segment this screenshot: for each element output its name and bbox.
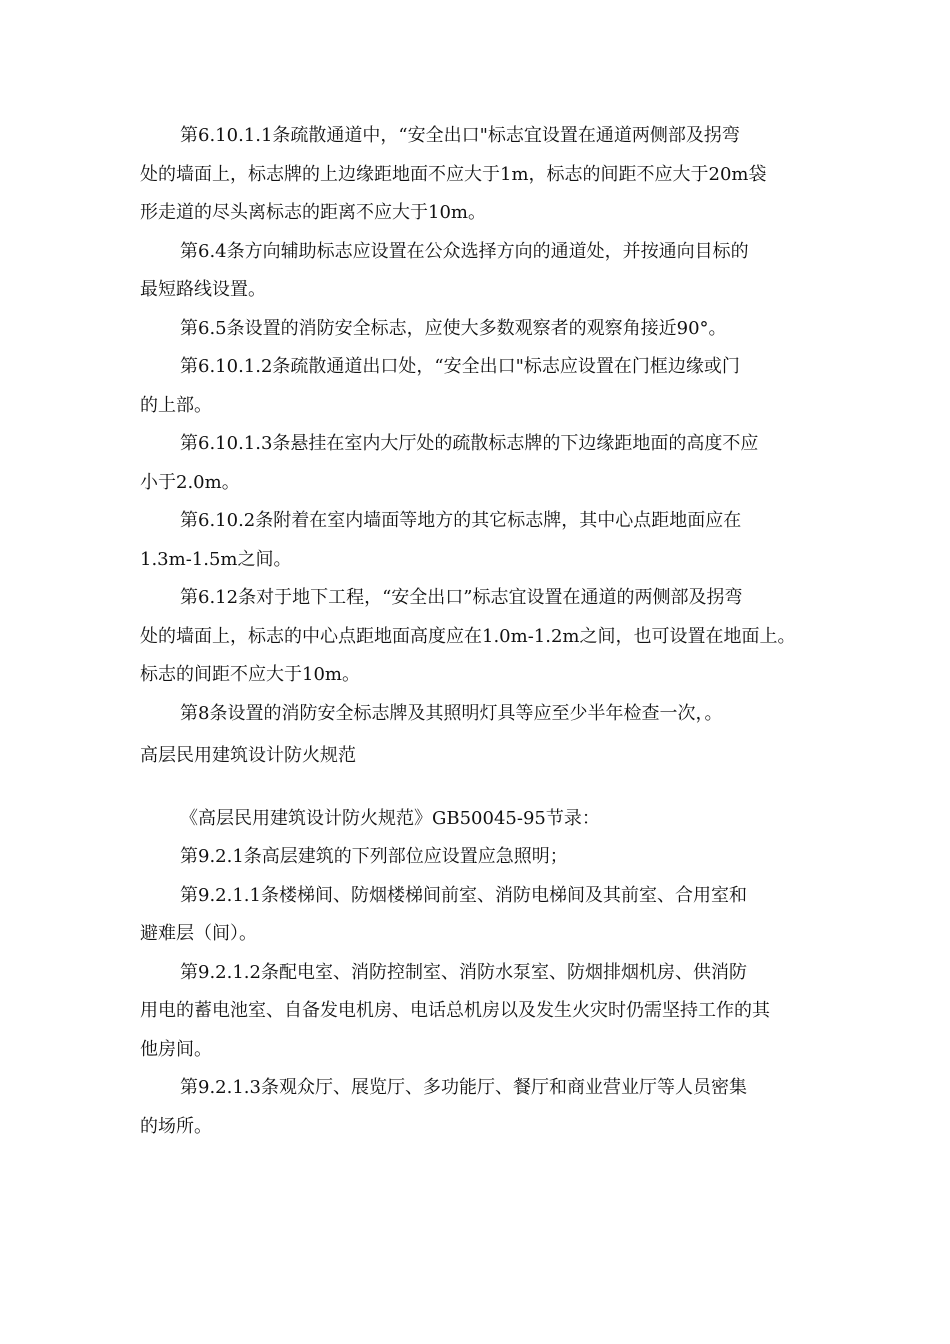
text-line: 标志的间距不应大于10m。: [140, 664, 360, 685]
clause-9-2-1-1: [140, 877, 820, 954]
clause-9-2-1-2: [140, 954, 820, 1070]
text-line: 第6.5条设置的消防安全标志，应使大多数观察者的观察角接近90°。: [180, 317, 727, 339]
section-heading: 高层民用建筑设计防火规范: [140, 745, 356, 766]
clause-6-5: [140, 310, 820, 349]
text-line: 第6.4条方向辅助标志应设置在公众选择方向的通道处，并按通向目标的: [180, 240, 749, 262]
text-line: 处的墙面上，标志牌的上边缘距地面不应大于1m，标志的间距不应大于20m袋: [140, 163, 767, 185]
clause-8: [140, 695, 820, 734]
clause-6-10-2: [140, 502, 820, 579]
clause-group-signage: [140, 117, 820, 733]
spacer: [140, 776, 820, 800]
clause-6-12: [140, 579, 820, 695]
text-line: 第9.2.1条高层建筑的下列部位应设置应急照明；: [180, 846, 568, 867]
clause-6-10-1-3: [140, 425, 820, 502]
text-line: 《高层民用建筑设计防火规范》GB50045-95节录：: [180, 807, 600, 829]
clause-6-4: [140, 233, 820, 310]
text-line: 用电的蓄电池室、自备发电机房、电话总机房以及发生火灾时仍需坚持工作的其: [140, 1000, 770, 1021]
text-line: 第8条设置的消防安全标志牌及其照明灯具等应至少半年检查一次，。: [180, 702, 723, 724]
text-line: 第6.10.1.3条悬挂在室内大厅处的疏散标志牌的下边缘距地面的高度不应: [180, 433, 759, 454]
text-line: 的上部。: [140, 394, 212, 416]
text-line: 1.3m-1.5m之间。: [140, 548, 292, 570]
text-line: 形走道的尽头离标志的距离不应大于10m。: [140, 202, 486, 223]
text-line: 避难层（间）。: [140, 923, 257, 944]
text-line: 第6.10.2条附着在室内墙面等地方的其它标志牌，其中心点距地面应在: [180, 510, 742, 531]
text-line: 他房间。: [140, 1038, 212, 1060]
text-line: 小于2.0m。: [140, 471, 240, 493]
excerpt-intro: [140, 800, 820, 839]
clause-9-2-1-3: [140, 1069, 820, 1146]
text-line: 最短路线设置。: [140, 279, 266, 300]
text-line: 第6.12条对于地下工程，“安全出口”标志宜设置在通道的两侧部及拐弯: [180, 587, 743, 608]
text-line: 处的墙面上，标志的中心点距地面高度应在1.0m-1.2m之间，也可设置在地面上。: [140, 625, 796, 647]
clause-9-2-1: [140, 838, 820, 877]
clause-6-10-1-2: [140, 348, 820, 425]
text-line: 第9.2.1.1条楼梯间、防烟楼梯间前室、消防电梯间及其前室、合用室和: [180, 884, 747, 906]
clause-group-high-rise: [140, 800, 820, 1147]
text-line: 的场所。: [140, 1115, 212, 1137]
clause-6-10-1-1: [140, 117, 820, 233]
text-line: 第6.10.1.1条疏散通道中，“安全出口"标志宜设置在通道两侧部及拐弯: [180, 125, 740, 146]
text-line: 第6.10.1.2条疏散通道出口处，“安全出口"标志应设置在门框边缘或门: [180, 356, 740, 377]
text-line: 第9.2.1.2条配电室、消防控制室、消防水泵室、防烟排烟机房、供消防: [180, 961, 747, 983]
text-line: 第9.2.1.3条观众厅、展览厅、多功能厅、餐厅和商业营业厅等人员密集: [180, 1077, 747, 1098]
document-body: [140, 117, 820, 1146]
